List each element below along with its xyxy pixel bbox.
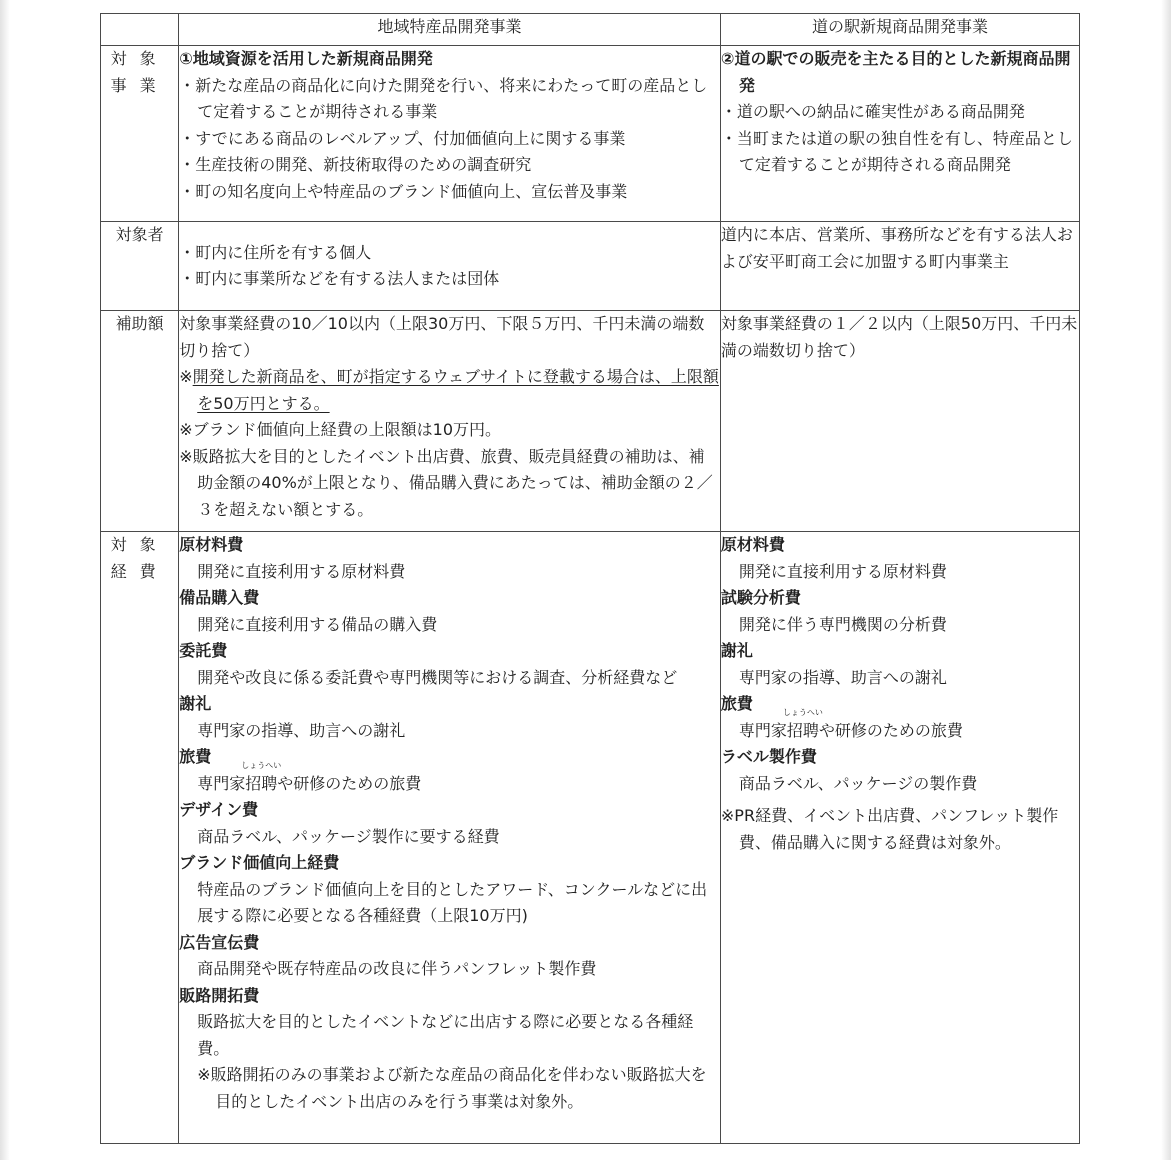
expense-category: デザイン費 (179, 800, 259, 819)
ruby-base: 招聘 (786, 720, 819, 740)
expense-category: 謝礼 (720, 641, 753, 660)
subsidy-table (100, 13, 1080, 1144)
target-person-row (101, 222, 1080, 311)
expense-category: 旅費 (720, 694, 753, 713)
note-text: 開発した新商品を、町が指定するウェブサイトに登載する場合は、上限額を50万円とする。 (192, 367, 719, 413)
bullet-item: ・町内に住所を有する個人 (179, 242, 372, 262)
ruby-word (241, 760, 282, 798)
paragraph: 対象事業経費の10／10以内（上限30万円、下限５万円、千円未満の端数切り捨て） (179, 314, 705, 360)
expense-description: 開発に伴う専門機関の分析費 (738, 614, 947, 634)
expense-description: 開発や改良に係る委託費や専門機関等における調査、分析経費など (197, 667, 678, 687)
expense-category: 旅費 (179, 747, 212, 766)
column-header-local-products: 地域特産品開発事業 (179, 14, 721, 46)
expense-category: ブランド価値向上経費 (179, 853, 340, 872)
page-edge-left (0, 0, 10, 1160)
text-segment: や研修のための旅費 (818, 720, 963, 740)
ruby-reading: しょうへい (241, 760, 282, 770)
page-edge-right (1161, 0, 1171, 1160)
paragraph: 道内に本店、営業所、事務所などを有する法人および安平町商工会に加盟する町内事業主 (720, 225, 1073, 271)
section-title: ①地域資源を活用した新規商品開発 (179, 49, 433, 68)
target-person-local-products (179, 222, 721, 311)
expense-category: 原材料費 (720, 535, 785, 554)
target-business-michinoeki (720, 46, 1079, 222)
expense-category: 販路開拓費 (179, 985, 260, 1005)
target-business-row (101, 46, 1080, 222)
expense-description: 販路拡大を目的としたイベントなどに出店する際に必要となる各種経費。 (197, 1012, 694, 1058)
ruby-word (782, 707, 823, 745)
expense-description: 特産品のブランド価値向上を目的としたアワード、コンクールなどに出展する際に必要となる各種経費（上限10万円) (197, 879, 708, 925)
row-header-target-business (101, 46, 179, 222)
bullet-item: ・道の駅への納品に確実性がある商品開発 (720, 102, 1025, 121)
bullet-item: ・すでにある商品のレベルアップ、付加価値向上に関する事業 (179, 128, 626, 148)
row-header-line: 対象 (110, 49, 169, 68)
paragraph: 対象事業経費の１／２以内（上限50万円、千円未満の端数切り捨て） (720, 314, 1078, 360)
expense-description (721, 707, 1079, 745)
row-header-line: 経費 (110, 561, 169, 581)
note: ※販路拡大を目的としたイベント出店費、旅費、販売員経費の補助は、補助金額の40%が上限となり、備品購入費にあたっては、補助金額の２／３を超えない額とする。 (179, 446, 713, 519)
text-segment: 専門家 (197, 773, 246, 793)
expense-description: 開発に直接利用する原材料費 (197, 561, 406, 581)
note-mark: ※ (179, 367, 193, 386)
expense-description (179, 760, 720, 798)
bullet-item: ・町の知名度向上や特産品のブランド価値向上、宣伝普及事業 (179, 181, 628, 201)
subsidy-michinoeki (720, 311, 1079, 532)
note: ※PR経費、イベント出店費、パンフレット製作費、備品購入に関する経費は対象外。 (720, 806, 1059, 852)
row-header-line: 対象 (110, 535, 169, 554)
target-person-michinoeki (720, 222, 1079, 311)
bullet-item: ・町内に事業所などを有する法人または団体 (179, 269, 500, 288)
column-header-michinoeki: 道の駅新規商品開発事業 (720, 14, 1079, 46)
expense-category: ラベル製作費 (720, 747, 817, 766)
expense-description: 開発に直接利用する原材料費 (738, 561, 947, 581)
expense-category: 備品購入費 (179, 588, 260, 607)
expense-category: 委託費 (179, 641, 228, 660)
expenses-local-products (179, 532, 721, 1144)
text-segment: 専門家 (738, 720, 787, 740)
row-header-expenses (101, 532, 179, 1144)
expense-description: 商品ラベル、パッケージの製作費 (738, 773, 978, 793)
expense-description: 開発に直接利用する備品の購入費 (197, 614, 438, 634)
bullet-item: ・新たな産品の商品化に向けた開発を行い、将来にわたって町の産品として定着することが期待される事業 (179, 75, 708, 121)
note: ※ブランド価値向上経費の上限額は10万円。 (179, 420, 502, 439)
header-row (101, 14, 1080, 46)
expense-category: 原材料費 (179, 535, 244, 554)
subsidy-local-products (179, 311, 721, 532)
expense-description: 専門家の指導、助言への謝礼 (197, 720, 406, 740)
expense-category: 広告宣伝費 (179, 932, 260, 952)
bullet-item: ・生産技術の開発、新技術取得のための調査研究 (179, 155, 532, 174)
expenses-row (101, 532, 1080, 1144)
ruby-base: 招聘 (245, 773, 278, 793)
expense-category: 試験分析費 (720, 588, 801, 607)
expense-description: 商品開発や既存特産品の改良に伴うパンフレット製作費 (197, 959, 597, 978)
expense-description: 商品ラベル、パッケージ製作に要する経費 (197, 826, 500, 846)
target-business-local-products (179, 46, 721, 222)
expense-category: 謝礼 (179, 694, 212, 713)
bullet-item: ・当町または道の駅の独自性を有し、特産品として定着することが期待される商品開発 (720, 128, 1073, 174)
row-header-subsidy: 補助額 (101, 311, 179, 532)
ruby-reading: しょうへい (782, 707, 823, 717)
section-title: ②道の駅での販売を主たる目的とした新規商品開発 (720, 49, 1071, 95)
row-header-target-person: 対象者 (101, 222, 179, 311)
corner-cell (101, 14, 179, 46)
row-header-line: 事業 (110, 75, 169, 95)
note-underlined (179, 364, 720, 417)
note: ※販路開拓のみの事業および新たな産品の商品化を伴わない販路拡大を目的としたイベント出店のみを行う事業は対象外。 (197, 1065, 707, 1111)
expenses-michinoeki (720, 532, 1079, 1144)
expense-description: 専門家の指導、助言への謝礼 (738, 667, 947, 687)
subsidy-row (101, 311, 1080, 532)
text-segment: や研修のための旅費 (277, 773, 422, 793)
